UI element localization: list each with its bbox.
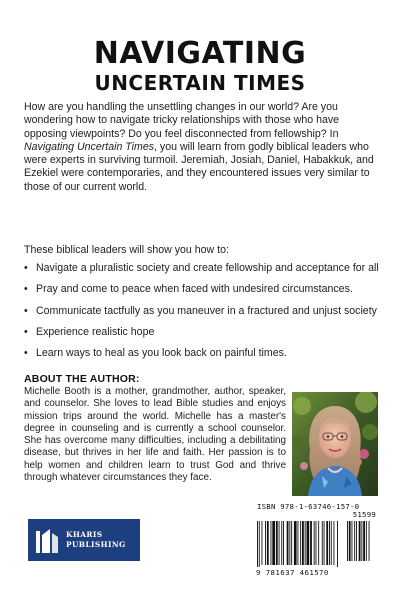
barcode-addon-bar [366, 521, 367, 561]
publisher-name [66, 530, 126, 550]
bullet-text: Navigate a pluralistic society and create fellowship and acceptance for all [36, 262, 379, 274]
barcode-bar [271, 521, 272, 565]
barcode-bar [307, 521, 310, 565]
bullet-glyph: • [24, 347, 28, 360]
bullet-item [24, 326, 380, 339]
intro-text-part1: How are you handling the unsettling changes in our world? Are you wondering how to navigate tricky relationships with those who have opposing viewpoints? Do you feel disconnected from fellowship? In [24, 101, 340, 140]
title-subtitle: UNCERTAIN TIMES [94, 71, 306, 95]
barcode-bar [267, 521, 269, 565]
barcode-bar [265, 521, 266, 565]
barcode-addon-bar [352, 521, 353, 561]
barcode-bar [316, 521, 317, 565]
barcode-bar [272, 521, 275, 565]
barcode-addon-bar [349, 521, 351, 561]
barcode-bar [305, 521, 306, 565]
bullet-item [24, 283, 380, 296]
bullet-glyph: • [24, 283, 28, 296]
barcode-addon-bar [354, 521, 355, 561]
barcode-bar [322, 521, 323, 565]
barcode-addon-bar [363, 521, 365, 561]
barcode-bars [255, 521, 376, 567]
bullet-list [24, 262, 380, 368]
barcode-bar [276, 521, 278, 565]
intro-text-part2: , you will learn from godly biblical leaders who were experts in surviving turmoil. Jeremiah, Josiah, Daniel, Habakkuk, and Ezekiel were contemporaries, and they encountered issues very similar to those of our current world. [24, 140, 374, 193]
barcode-bar [257, 521, 258, 567]
bullets-lead-in: These biblical leaders will show you how to: [24, 244, 229, 256]
isbn-line1: ISBN 978-1-63746-157-0 [257, 502, 360, 511]
kharis-logo-icon [34, 525, 60, 555]
barcode-bar [279, 521, 280, 565]
intro-paragraph [24, 101, 380, 194]
publisher-logo [28, 519, 140, 561]
barcode-addon-bar [347, 521, 348, 561]
isbn-label [257, 503, 378, 520]
barcode-bar [262, 521, 263, 565]
barcode-bar [298, 521, 299, 565]
barcode-bar [294, 521, 297, 565]
author-portrait-image [292, 392, 378, 496]
title-main: NAVIGATING [93, 36, 307, 71]
barcode-bar [287, 521, 289, 565]
about-author-text: Michelle Booth is a mother, grandmother, author, speaker, and counselor. She loves to lead Bible studies and enjoys mission trips around the world. Michelle has a master's degree in counseling and is currently a school counselor. She has overcome many difficulties, including a debilitating disease, but thrives in her life and faith. Her passion is to help women and children learn to trust God and thrive through whatever circumstances they face. [24, 386, 286, 484]
barcode-bar [310, 521, 312, 565]
barcode-bar [334, 521, 335, 565]
barcode-digits: 9 781637 461570 [256, 568, 329, 577]
barcode-addon-bar [369, 521, 370, 561]
barcode-bar [283, 521, 284, 565]
isbn-price-code: 51599 [352, 510, 376, 520]
bullet-text: Experience realistic hope [36, 325, 155, 338]
barcode-bar [259, 521, 260, 567]
barcode-addon-bar [356, 521, 357, 561]
barcode-bar [326, 521, 328, 565]
barcode-addon-bar [361, 521, 362, 561]
barcode-bar [329, 521, 330, 565]
bullet-glyph: • [24, 325, 28, 338]
barcode-bar [331, 521, 332, 565]
about-author-heading: ABOUT THE AUTHOR: [24, 373, 140, 385]
book-title [0, 38, 400, 94]
intro-book-title: Navigating Uncertain Times [24, 140, 155, 153]
barcode-bar [281, 521, 282, 565]
barcode-addon-bar [359, 521, 361, 561]
isbn-barcode [253, 502, 378, 580]
author-photo [292, 392, 378, 496]
bullet-glyph: • [24, 262, 28, 274]
barcode-bar [300, 521, 301, 565]
bullet-text: Learn ways to heal as you look back on painful times. [36, 347, 287, 360]
barcode-bar [337, 521, 338, 567]
bullet-item [24, 262, 380, 275]
bullet-text: Communicate tactfully as you maneuver in a fractured and unjust society [36, 304, 377, 317]
barcode-bar [291, 521, 292, 565]
bullet-item [24, 305, 380, 318]
publisher-name-line2: PUBLISHING [66, 540, 126, 549]
barcode-bar [302, 521, 304, 565]
bullet-glyph: • [24, 304, 28, 317]
barcode-bar [314, 521, 315, 565]
bullet-text: Pray and come to peace when faced with undesired circumstances. [36, 283, 353, 296]
barcode-bar [318, 521, 319, 565]
barcode-bar [289, 521, 290, 565]
bullet-item [24, 347, 380, 360]
publisher-name-line1: KHARIS [66, 530, 103, 539]
barcode-bar [324, 521, 325, 565]
